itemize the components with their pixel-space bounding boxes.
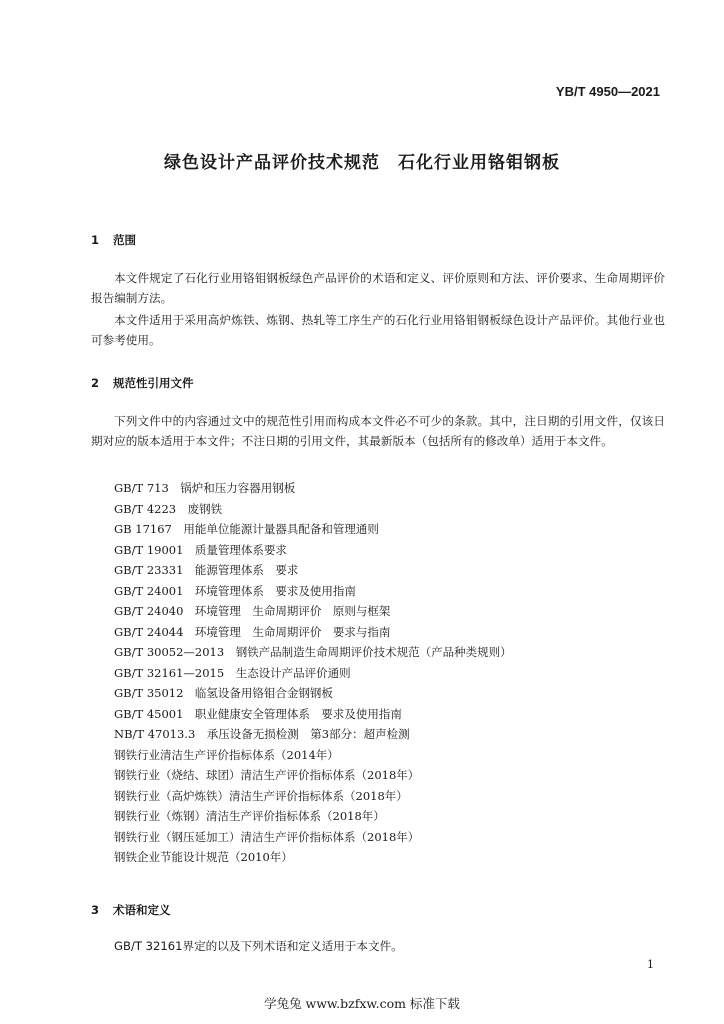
section-title: 范围 [113,233,136,247]
section-2-paragraph-1: 下列文件中的内容通过文中的规范性引用而构成本文件必不可少的条款。其中，注日期的引用文件，仅该日期对应的版本适用于本文件；不注日期的引用文件，其最新版本（包括所有的修改单）适用于本文件。 [91,414,665,448]
reference-item: GB/T 4223 废钢铁 [114,501,223,516]
reference-item: GB/T 713 锅炉和压力容器用钢板 [114,481,296,495]
reference-item: 钢铁行业清洁生产评价指标体系（2014年） [114,747,339,762]
reference-item: 钢铁行业（钢压延加工）清洁生产评价指标体系（2018年） [114,829,420,844]
section-2-heading [91,375,194,391]
reference-item: GB/T 24044 环境管理 生命周期评价 要求与指南 [114,624,391,639]
section-number: 3 [91,903,100,917]
reference-item: GB/T 32161—2015 生态设计产品评价通则 [114,665,351,680]
document-title: 绿色设计产品评价技术规范 石化行业用铬钼钢板 [164,153,560,173]
reference-item: GB/T 35012 临氢设备用铬钼合金钢钢板 [114,686,333,700]
section-number: 1 [91,233,100,247]
page-number: 1 [647,958,654,971]
section-1-paragraph-2: 本文件适用于采用高炉炼铁、炼钢、热轧等工序生产的石化行业用铬钼钢板绿色设计产品评价。其他行业也可参考使用。 [91,313,665,347]
reference-item: GB/T 24001 环境管理体系 要求及使用指南 [114,583,356,598]
reference-item: 钢铁行业（烧结、球团）清洁生产评价指标体系（2018年） [114,768,420,782]
reference-item: 钢铁行业（炼钢）清洁生产评价指标体系（2018年） [114,809,385,823]
reference-item: GB/T 45001 职业健康安全管理体系 要求及使用指南 [114,706,402,721]
reference-item: GB 17167 用能单位能源计量器具配备和管理通则 [114,522,379,536]
section-1-heading [91,232,136,248]
reference-item: GB/T 19001 质量管理体系要求 [114,542,287,557]
standard-code: YB/T 4950—2021 [555,84,660,99]
reference-item: GB/T 30052—2013 钢铁产品制造生命周期评价技术规范（产品种类规则） [114,645,512,659]
normative-references-list [114,478,512,868]
section-title: 规范性引用文件 [113,376,194,390]
reference-item: NB/T 47013.3 承压设备无损检测 第3部分：超声检测 [114,727,410,741]
section-title: 术语和定义 [113,903,171,917]
section-3-heading [91,902,171,918]
reference-item: GB/T 24040 环境管理 生命周期评价 原则与框架 [114,604,391,618]
section-number: 2 [91,376,100,390]
section-3-paragraph-1: GB/T 32161界定的以及下列术语和定义适用于本文件。 [114,939,403,953]
watermark-footer: 学兔兔 www.bzfxw.com 标准下载 [264,996,460,1011]
reference-item: 钢铁企业节能设计规范（2010年） [114,850,293,864]
reference-item: GB/T 23331 能源管理体系 要求 [114,563,299,577]
section-1-paragraph-1: 本文件规定了石化行业用铬钼钢板绿色产品评价的术语和定义、评价原则和方法、评价要求、生命周期评价报告编制方法。 [91,271,665,305]
reference-item: 钢铁行业（高炉炼铁）清洁生产评价指标体系（2018年） [114,788,408,803]
